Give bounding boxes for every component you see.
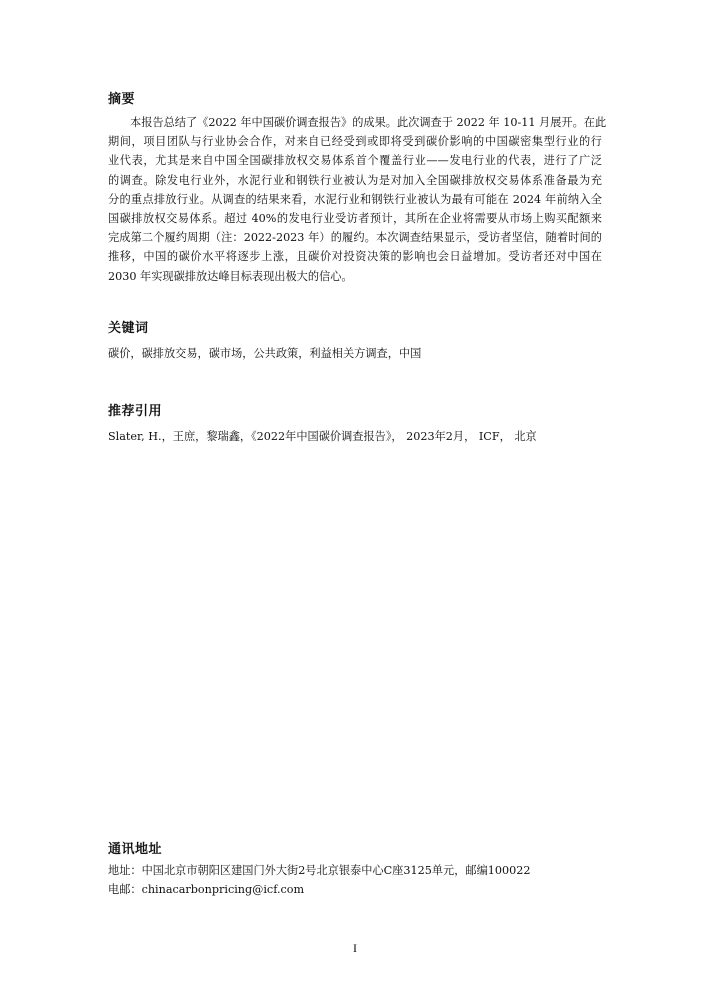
keywords-heading: 关键词 <box>108 321 149 336</box>
contact-heading: 通讯地址 <box>108 842 163 857</box>
abstract-line: 的调查。除发电行业外，水泥行业和钢铁行业被认为是对加入全国碳排放权交易体系准备最为充 <box>108 173 602 187</box>
abstract-line: 完成第二个履约周期（注：2022-2023 年）的履约。本次调查结果显示，受访者坚信，随着时间的 <box>108 231 602 245</box>
keywords-text: 碳价，碳排放交易，碳市场，公共政策，利益相关方调查，中国 <box>108 347 422 360</box>
abstract-line: 2030 年实现碳排放达峰目标表现出极大的信心。 <box>108 269 353 283</box>
abstract-body <box>108 113 607 286</box>
abstract-line: 本报告总结了《2022 年中国碳价调查报告》的成果。此次调查于 2022 年 10-11 月展开。在此 <box>130 116 607 129</box>
citation-text: Slater, H.，王庶，黎瑞鑫，《2022年中国碳价调查报告》， 2023年2月， ICF， 北京 <box>108 430 537 443</box>
contact-address: 地址：中国北京市朝阳区建国门外大街2号北京银泰中心C座3125单元，邮编100022 <box>108 864 531 877</box>
abstract-line: 业代表，尤其是来自中国全国碳排放权交易体系首个覆盖行业——发电行业的代表，进行了广泛 <box>108 154 602 168</box>
abstract-line: 分的重点排放行业。从调查的结果来看，水泥行业和钢铁行业被认为最有可能在 2024 年前纳入全 <box>108 192 602 206</box>
abstract-heading: 摘要 <box>108 92 136 107</box>
citation-heading: 推荐引用 <box>108 404 163 419</box>
contact-email: 电邮：chinacarbonpricing@icf.com <box>108 883 305 896</box>
abstract-line: 国碳排放权交易体系。超过 40%的发电行业受访者预计，其所在企业将需要从市场上购买配额来 <box>108 212 602 226</box>
abstract-line: 期间，项目团队与行业协会合作，对来自已经受到或即将受到碳价影响的中国碳密集型行业的行 <box>108 135 602 149</box>
page-number: I <box>353 941 357 955</box>
abstract-line: 推移，中国的碳价水平将逐步上涨，且碳价对投资决策的影响也会日益增加。受访者还对中国在 <box>108 250 602 264</box>
